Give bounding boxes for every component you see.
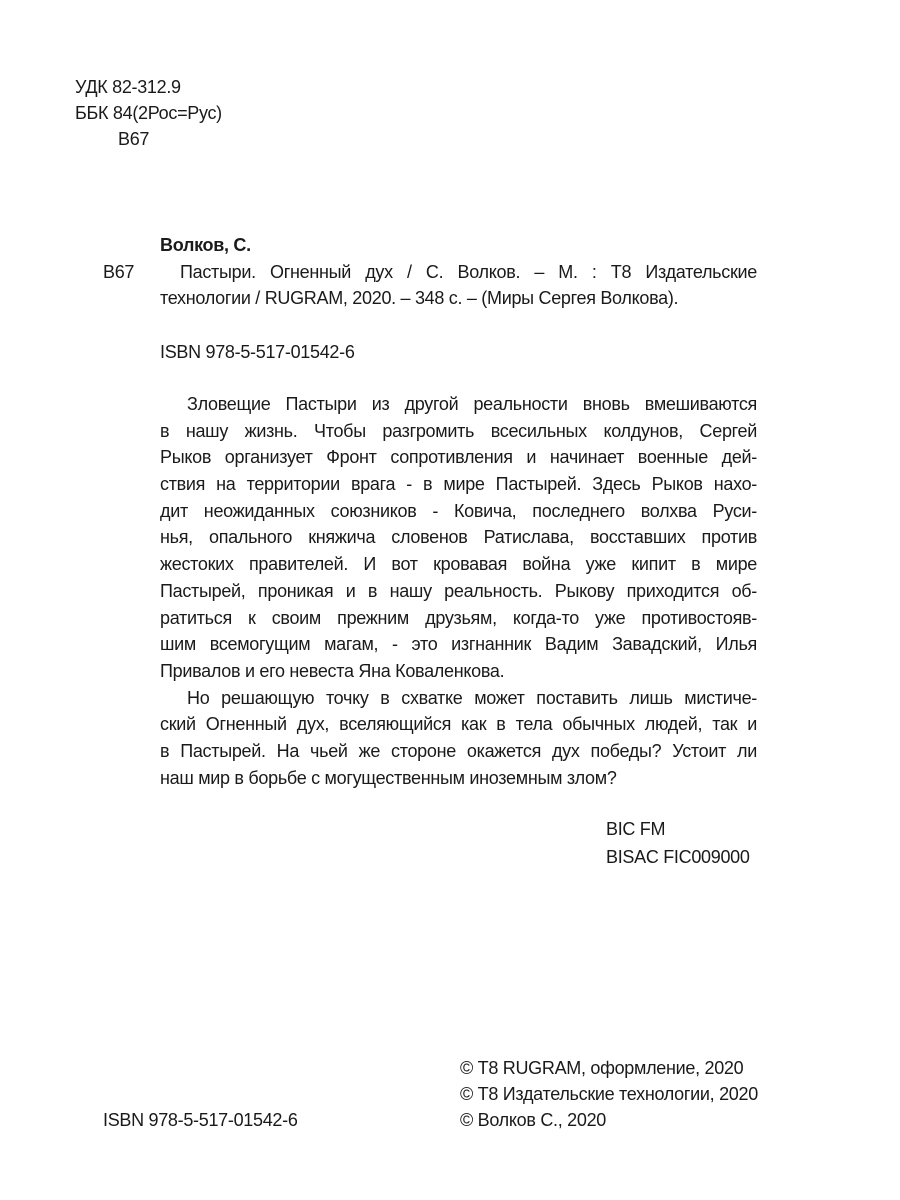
annotation-line: наш мир в борьбе с могущественным иноземным злом? (160, 768, 617, 788)
annotation-line: ратиться к своим прежним друзьям, когда-то уже противостояв- (160, 608, 757, 628)
udk-code: УДК 82-312.9 (75, 77, 181, 97)
copyright-line: © Волков С., 2020 (460, 1110, 606, 1130)
record-isbn: ISBN 978-5-517-01542-6 (160, 342, 355, 362)
annotation-line: Привалов и его невеста Яна Коваленкова. (160, 661, 505, 681)
record-line: Пастыри. Огненный дух / С. Волков. – М. : Т8 Издательские (180, 262, 757, 282)
author-name: Волков, С. (160, 235, 251, 255)
bisac-code: BISAC FIC009000 (606, 847, 750, 867)
record-author-sign: В67 (103, 262, 135, 282)
annotation-line: ский Огненный дух, вселяющийся как в тела обычных людей, так и (160, 714, 757, 734)
bbk-code: ББК 84(2Рос=Рус) (75, 103, 222, 123)
copyright-line: © Т8 RUGRAM, оформление, 2020 (460, 1058, 744, 1078)
annotation-line: ствия на территории врага - в мире Пастырей. Здесь Рыков нахо- (160, 474, 757, 494)
annotation-line: Но решающую точку в схватке может поставить лишь мистиче- (187, 688, 757, 708)
footer-isbn: ISBN 978-5-517-01542-6 (103, 1110, 298, 1130)
author-sign: В67 (118, 129, 150, 149)
annotation-line: жестоких правителей. И вот кровавая война уже кипит в мире (160, 554, 757, 574)
annotation-line: Рыков организует Фронт сопротивления и начинает военные дей- (160, 447, 757, 467)
record-line: технологии / RUGRAM, 2020. – 348 с. – (Миры Сергея Волкова). (160, 288, 679, 308)
annotation-line: в нашу жизнь. Чтобы разгромить всесильных колдунов, Сергей (160, 421, 757, 441)
annotation-line: Пастырей, проникая и в нашу реальность. Рыкову приходится об- (160, 581, 757, 601)
bic-code: BIC FM (606, 819, 666, 839)
copyright-line: © Т8 Издательские технологии, 2020 (460, 1084, 758, 1104)
annotation-line: Зловещие Пастыри из другой реальности вновь вмешиваются (187, 394, 757, 414)
annotation-line: в Пастырей. На чьей же стороне окажется дух победы? Устоит ли (160, 741, 757, 761)
annotation-line: шим всемогущим магам, - это изгнанник Вадим Завадский, Илья (160, 634, 757, 654)
annotation-line: дит неожиданных союзников - Ковича, последнего волхва Руси- (160, 501, 757, 521)
annotation-line: нья, опального княжича словенов Ратислава, восставших против (160, 527, 757, 547)
